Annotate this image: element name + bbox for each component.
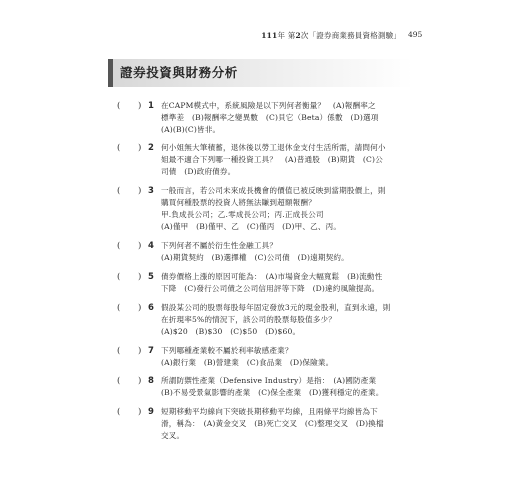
- question-number: 9: [148, 407, 154, 417]
- question-number: 2: [148, 143, 154, 153]
- question-number: 5: [148, 272, 154, 282]
- question-text: [161, 100, 403, 136]
- answer-paren-open: (: [117, 346, 121, 356]
- question-number: 8: [148, 376, 154, 386]
- answer-paren-close: ): [138, 186, 142, 196]
- question-line: 交叉。: [161, 431, 185, 440]
- question-line: (B)不易受景氣影響的產業 (C)保全產業 (D)獲利穩定的產業。: [161, 388, 384, 397]
- answer-paren-open: (: [117, 407, 121, 417]
- question-text: [161, 375, 403, 399]
- answer-paren-close: ): [138, 376, 142, 386]
- section-accent-bar: [108, 59, 113, 87]
- question-text: [161, 406, 403, 442]
- answer-paren-close: ): [138, 346, 142, 356]
- question-line: (A)(B)(C)皆非。: [161, 125, 221, 134]
- question-line: 在折現率5%的情況下，該公司的股票每股值多少？: [161, 315, 336, 324]
- header-session-number: 2: [295, 31, 301, 40]
- answer-paren-open: (: [117, 272, 121, 282]
- question-line: (A)銀行業 (B)營建業 (C)食品業 (D)保險業。: [161, 358, 334, 367]
- page-header: [0, 30, 401, 41]
- answer-paren-open: (: [117, 241, 121, 251]
- answer-paren-close: ): [138, 303, 142, 313]
- question-number: 4: [148, 241, 154, 251]
- question-line: 假設某公司的股票每股每年固定發放3元的現金股利，直到永遠，則: [161, 303, 391, 312]
- question-line: 甲.負成長公司；乙.零成長公司；丙.正成長公司: [161, 210, 324, 219]
- header-year-suffix: 年: [277, 31, 286, 40]
- question-line: (A)期貨契約 (B)選擇權 (C)公司債 (D)遠期契約。: [161, 253, 349, 262]
- question-line: (A)$20 (B)$30 (C)$50 (D)$60。: [161, 327, 301, 336]
- answer-paren-open: (: [117, 186, 121, 196]
- answer-paren-open: (: [117, 303, 121, 313]
- question-line: 購買何種股票的投資人將無法賺到超額報酬？: [161, 198, 316, 207]
- answer-paren-open: (: [117, 376, 121, 386]
- question-line: 何小姐無大筆積蓄，退休後以勞工退休金支付生活所需，請問何小: [161, 143, 386, 152]
- question-line: 下列哪種產業較不屬於利率敏感產業？: [161, 346, 293, 355]
- question-text: [161, 345, 403, 369]
- answer-paren-close: ): [138, 272, 142, 282]
- question-line: 姐最不適合下列哪一種投資工具？ (A)普通股 (B)期貨 (C)公: [161, 155, 383, 164]
- question-line: 在CAPM模式中，系統風險是以下列何者衡量？ (A)報酬率之: [161, 101, 376, 110]
- question-line: 滑，稱為： (A)黃金交叉 (B)死亡交叉 (C)整理交叉 (D)換檔: [161, 419, 384, 428]
- question-text: [161, 240, 403, 264]
- answer-paren-open: (: [117, 101, 121, 111]
- answer-paren-close: ): [138, 241, 142, 251]
- question-line: 短期移動平均線向下突破長期移動平均線，且兩條平均線皆為下: [161, 407, 378, 416]
- question-number: 7: [148, 346, 154, 356]
- section-title: 證券投資與財務分析: [120, 65, 238, 80]
- answer-paren-open: (: [117, 143, 121, 153]
- header-session-prefix: 第: [287, 31, 296, 40]
- header-year: 111: [261, 31, 278, 40]
- question-line: (A)僅甲 (B)僅甲、乙 (C)僅丙 (D)甲、乙、丙。: [161, 222, 342, 231]
- question-number: 3: [148, 186, 154, 196]
- question-text: [161, 271, 403, 295]
- question-line: 標準差 (B)報酬率之變異數 (C)貝它（Beta）係數 (D)選項: [161, 113, 379, 122]
- question-number: 1: [148, 101, 154, 111]
- question-line: 下列何者不屬於衍生性金融工具？: [161, 241, 278, 250]
- question-line: 司債 (D)政府債券。: [161, 167, 236, 176]
- question-text: [161, 302, 403, 338]
- answer-paren-close: ): [138, 101, 142, 111]
- page-number: 495: [408, 30, 423, 39]
- question-number: 6: [148, 303, 154, 313]
- question-line: 債券價格上漲的原因可能為： (A)市場資金大幅寬鬆 (B)流動性: [161, 272, 383, 281]
- header-session-suffix: 次「證券商業務員資格測驗」: [300, 31, 401, 40]
- question-line: 所謂防禦性產業（Defensive Industry）是指： (A)國防產業: [161, 376, 377, 385]
- question-text: [161, 142, 403, 178]
- question-text: [161, 185, 403, 233]
- question-line: 下降 (C)發行公司債之公司信用評等下降 (D)違約風險提高。: [161, 284, 380, 293]
- answer-paren-close: ): [138, 143, 142, 153]
- question-line: 一般而言，若公司未來成長機會的價值已被反映到當期股價上，則: [161, 186, 386, 195]
- answer-paren-close: ): [138, 407, 142, 417]
